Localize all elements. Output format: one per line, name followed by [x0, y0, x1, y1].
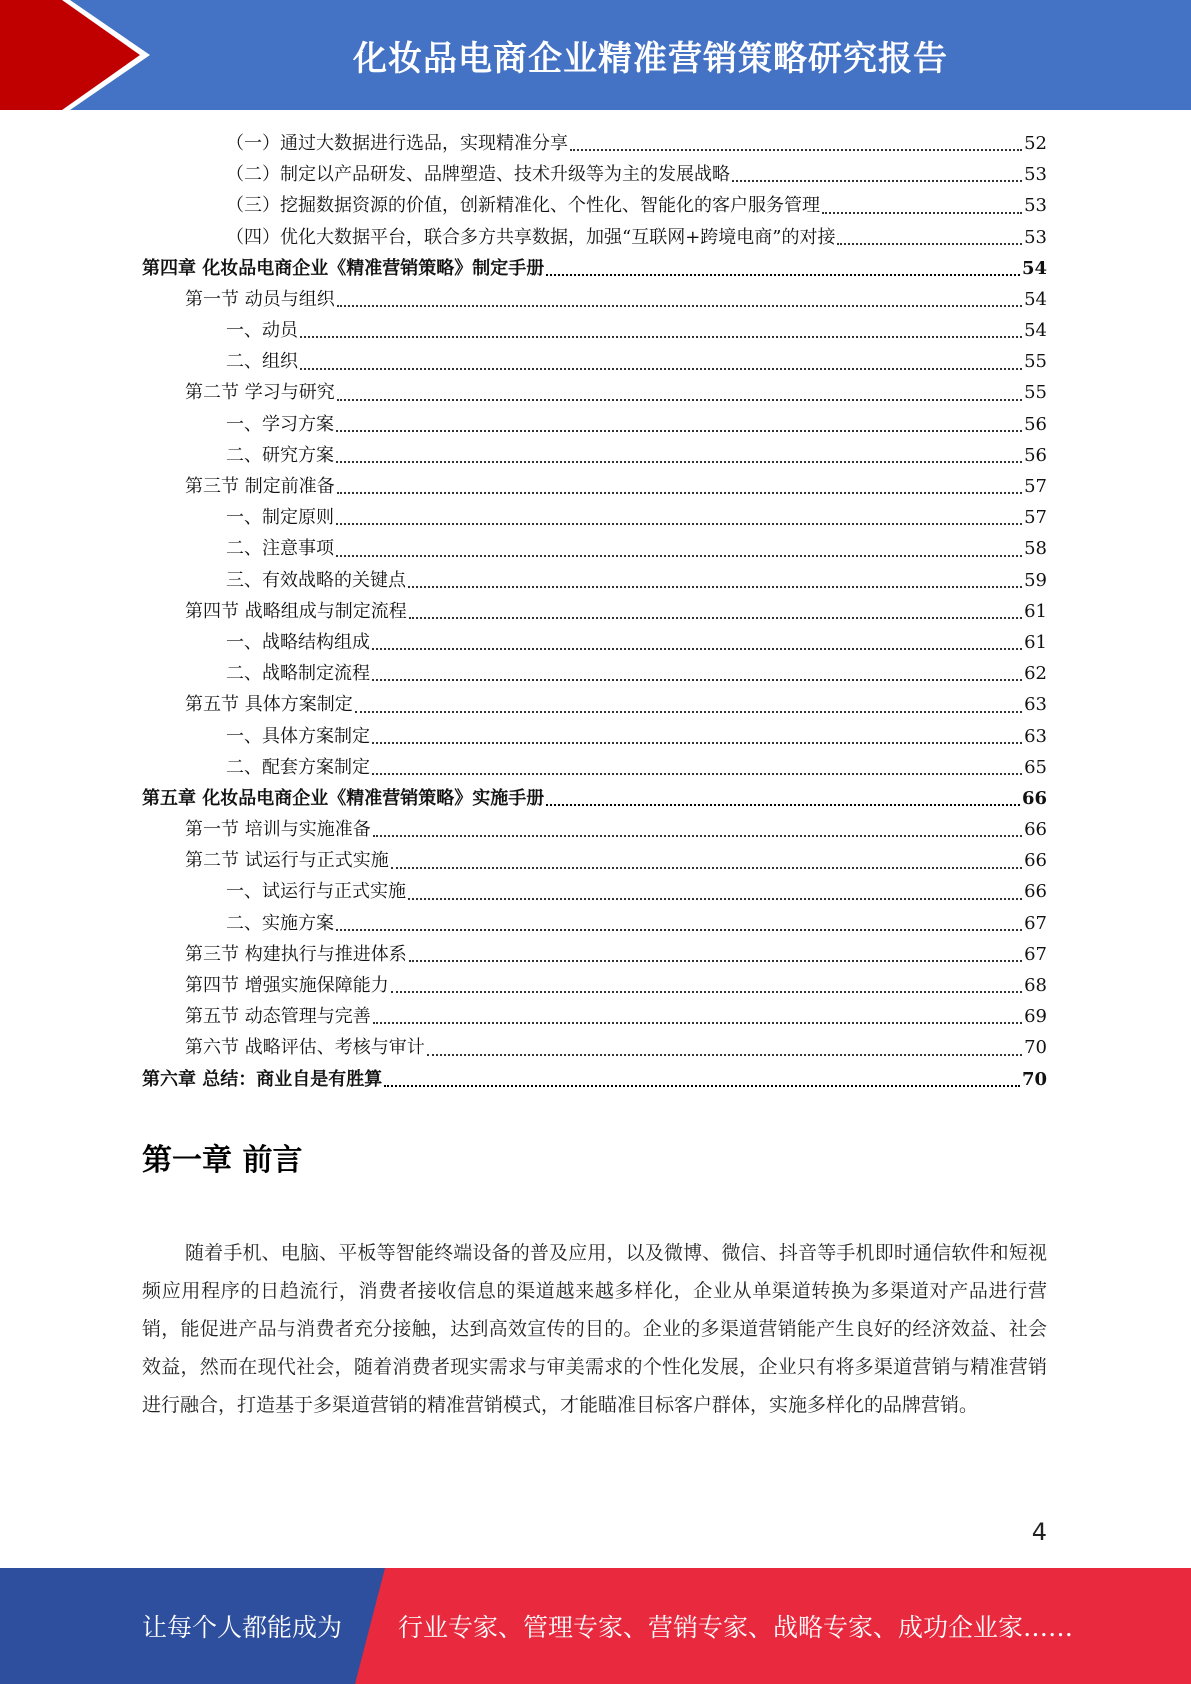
- toc-dot-leader: [732, 180, 1022, 182]
- page-number: 4: [1031, 1518, 1047, 1546]
- toc-dot-leader: [408, 898, 1022, 900]
- toc-dot-leader: [372, 742, 1022, 744]
- toc-entry-page: 56: [1024, 413, 1047, 435]
- toc-dot-leader: [427, 1054, 1022, 1056]
- chapter-paragraph: 随着手机、电脑、平板等智能终端设备的普及应用，以及微博、微信、抖音等手机即时通信软件和短视频应用程序的日趋流行，消费者接收信息的渠道越来越多样化，企业从单渠道转换为多渠道对产品进行营销，能促进产品与消费者充分接触，达到高效宣传的目的。企业的多渠道营销能产生良好的经济效益、社会效益，然而在现代社会，随着消费者现实需求与审美需求的个性化发展，企业只有将多渠道营销与精准营销进行融合，打造基于多渠道营销的精准营销模式，才能瞄准目标客户群体，实施多样化的品牌营销。: [142, 1242, 1047, 1416]
- toc-dot-leader: [372, 648, 1022, 650]
- toc-entry[interactable]: [142, 253, 1047, 284]
- toc-entry[interactable]: [142, 908, 1047, 939]
- toc-entry[interactable]: [142, 190, 1047, 221]
- toc-dot-leader: [409, 960, 1022, 962]
- toc-entry[interactable]: [142, 128, 1047, 159]
- toc-entry[interactable]: [142, 565, 1047, 596]
- toc-entry[interactable]: [142, 1064, 1047, 1095]
- toc-dot-leader: [336, 929, 1022, 931]
- toc-entry-page: 70: [1024, 1037, 1047, 1059]
- toc-entry-page: 63: [1024, 725, 1047, 747]
- toc-entry[interactable]: [142, 596, 1047, 627]
- toc-entry[interactable]: [142, 877, 1047, 908]
- toc-entry[interactable]: [142, 814, 1047, 845]
- toc-dot-leader: [408, 586, 1022, 588]
- toc-entry-title: 一、制定原则: [226, 507, 334, 529]
- toc-entry-page: 65: [1024, 756, 1047, 778]
- toc-entry-title: （三）挖掘数据资源的价值，创新精准化、个性化、智能化的客户服务管理: [226, 195, 820, 217]
- toc-entry-title: 第五节 动态管理与完善: [185, 1006, 371, 1028]
- toc-entry-page: 61: [1024, 631, 1047, 653]
- toc-entry[interactable]: [142, 222, 1047, 253]
- toc-entry-title: 二、战略制定流程: [226, 663, 370, 685]
- toc-entry-title: 第三节 构建执行与推进体系: [185, 943, 407, 965]
- toc-entry-page: 66: [1024, 881, 1047, 903]
- chapter-heading: 第一章 前言: [142, 1143, 303, 1178]
- toc-entry-page: 57: [1024, 507, 1047, 529]
- toc-dot-leader: [409, 617, 1022, 619]
- toc-entry-title: 第六节 战略评估、考核与审计: [185, 1037, 425, 1059]
- toc-entry[interactable]: [142, 440, 1047, 471]
- toc-entry[interactable]: [142, 315, 1047, 346]
- toc-entry-page: 66: [1024, 819, 1047, 841]
- toc-entry[interactable]: [142, 658, 1047, 689]
- toc-entry[interactable]: [142, 939, 1047, 970]
- toc-dot-leader: [337, 399, 1022, 401]
- toc-entry[interactable]: [142, 689, 1047, 720]
- toc-entry-title: 一、试运行与正式实施: [226, 881, 406, 903]
- toc-dot-leader: [391, 867, 1022, 869]
- toc-dot-leader: [336, 430, 1022, 432]
- header-title: 化妆品电商企业精准营销策略研究报告: [353, 38, 948, 79]
- toc-entry[interactable]: [142, 502, 1047, 533]
- toc-entry-page: 67: [1024, 912, 1047, 934]
- toc-entry-title: 二、研究方案: [226, 444, 334, 466]
- toc-entry[interactable]: [142, 845, 1047, 876]
- toc-entry[interactable]: [142, 783, 1047, 814]
- toc-dot-leader: [546, 804, 1020, 806]
- toc-entry-title: 第四章 化妆品电商企业《精准营销策略》制定手册: [142, 257, 545, 279]
- toc-dot-leader: [372, 679, 1022, 681]
- toc-entry[interactable]: [142, 970, 1047, 1001]
- header-arrow-red: [0, 0, 140, 110]
- toc-entry-page: 54: [1024, 320, 1047, 342]
- toc-entry-title: 第二节 学习与研究: [185, 382, 335, 404]
- toc-entry-title: （二）制定以产品研发、品牌塑造、技术升级等为主的发展战略: [226, 164, 730, 186]
- toc-entry-page: 62: [1024, 663, 1047, 685]
- toc-dot-leader: [336, 523, 1022, 525]
- toc-dot-leader: [337, 492, 1022, 494]
- footer-slogan-left: 让每个人都能成为: [142, 1613, 343, 1642]
- toc-entry-page: 52: [1024, 132, 1047, 154]
- toc-entry[interactable]: [142, 471, 1047, 502]
- toc-entry-page: 57: [1024, 476, 1047, 498]
- toc-entry-page: 54: [1024, 288, 1047, 310]
- toc-entry-title: （四）优化大数据平台，联合多方共享数据，加强“互联网+跨境电商”的对接: [226, 226, 836, 248]
- toc-dot-leader: [300, 336, 1022, 338]
- toc-entry-title: 二、组织: [226, 351, 298, 373]
- toc-entry-title: 第一节 动员与组织: [185, 288, 335, 310]
- toc-entry[interactable]: [142, 284, 1047, 315]
- toc-entry-title: （一）通过大数据进行选品，实现精准分享: [226, 132, 568, 154]
- toc-entry[interactable]: [142, 1032, 1047, 1063]
- toc-entry[interactable]: [142, 159, 1047, 190]
- page-footer: [0, 1568, 1191, 1684]
- toc-entry[interactable]: [142, 378, 1047, 409]
- toc-dot-leader: [373, 835, 1022, 837]
- toc-dot-leader: [384, 1085, 1020, 1087]
- toc-dot-leader: [837, 243, 1022, 245]
- toc-dot-leader: [355, 711, 1022, 713]
- toc-entry-title: 一、具体方案制定: [226, 725, 370, 747]
- table-of-contents: [142, 128, 1047, 1095]
- toc-entry-page: 55: [1024, 351, 1047, 373]
- toc-entry-page: 53: [1024, 226, 1047, 248]
- toc-entry-title: 第五节 具体方案制定: [185, 694, 353, 716]
- toc-entry-title: 第四节 增强实施保障能力: [185, 975, 389, 997]
- toc-entry-page: 69: [1024, 1006, 1047, 1028]
- toc-entry-title: 第二节 试运行与正式实施: [185, 850, 389, 872]
- toc-entry-page: 56: [1024, 444, 1047, 466]
- toc-entry-page: 61: [1024, 600, 1047, 622]
- toc-entry-title: 一、动员: [226, 320, 298, 342]
- toc-entry[interactable]: [142, 721, 1047, 752]
- toc-entry-title: 一、战略结构组成: [226, 631, 370, 653]
- toc-entry-title: 二、注意事项: [226, 538, 334, 560]
- toc-entry-page: 55: [1024, 382, 1047, 404]
- toc-dot-leader: [546, 274, 1020, 276]
- toc-dot-leader: [337, 305, 1022, 307]
- toc-entry-title: 第三节 制定前准备: [185, 476, 335, 498]
- toc-entry[interactable]: [142, 627, 1047, 658]
- toc-entry-title: 二、配套方案制定: [226, 756, 370, 778]
- page-header: [0, 0, 1191, 110]
- toc-entry-page: 59: [1024, 569, 1047, 591]
- toc-entry[interactable]: [142, 752, 1047, 783]
- toc-entry-title: 一、学习方案: [226, 413, 334, 435]
- toc-dot-leader: [300, 368, 1022, 370]
- toc-entry-page: 58: [1024, 538, 1047, 560]
- toc-entry-title: 第五章 化妆品电商企业《精准营销策略》实施手册: [142, 787, 545, 809]
- toc-entry-page: 54: [1021, 257, 1047, 279]
- toc-dot-leader: [391, 991, 1022, 993]
- toc-dot-leader: [372, 773, 1022, 775]
- toc-entry-title: 二、实施方案: [226, 912, 334, 934]
- toc-entry-page: 66: [1024, 850, 1047, 872]
- toc-entry-title: 第四节 战略组成与制定流程: [185, 600, 407, 622]
- footer-slogan-right: 行业专家、管理专家、营销专家、战略专家、成功企业家……: [398, 1613, 1074, 1642]
- toc-dot-leader: [336, 461, 1022, 463]
- toc-entry[interactable]: [142, 346, 1047, 377]
- toc-dot-leader: [570, 149, 1022, 151]
- toc-entry-title: 第一节 培训与实施准备: [185, 819, 371, 841]
- toc-entry-page: 68: [1024, 975, 1047, 997]
- toc-entry-page: 53: [1024, 195, 1047, 217]
- toc-entry-page: 66: [1021, 787, 1047, 809]
- toc-entry[interactable]: [142, 533, 1047, 564]
- toc-entry[interactable]: [142, 1001, 1047, 1032]
- toc-entry[interactable]: [142, 409, 1047, 440]
- toc-entry-title: 三、有效战略的关键点: [226, 569, 406, 591]
- toc-entry-page: 70: [1021, 1068, 1047, 1090]
- toc-entry-page: 53: [1024, 164, 1047, 186]
- toc-entry-title: 第六章 总结：商业自是有胜算: [142, 1068, 383, 1090]
- toc-dot-leader: [336, 555, 1022, 557]
- toc-dot-leader: [822, 212, 1022, 214]
- toc-entry-page: 63: [1024, 694, 1047, 716]
- toc-entry-page: 67: [1024, 943, 1047, 965]
- toc-dot-leader: [373, 1022, 1022, 1024]
